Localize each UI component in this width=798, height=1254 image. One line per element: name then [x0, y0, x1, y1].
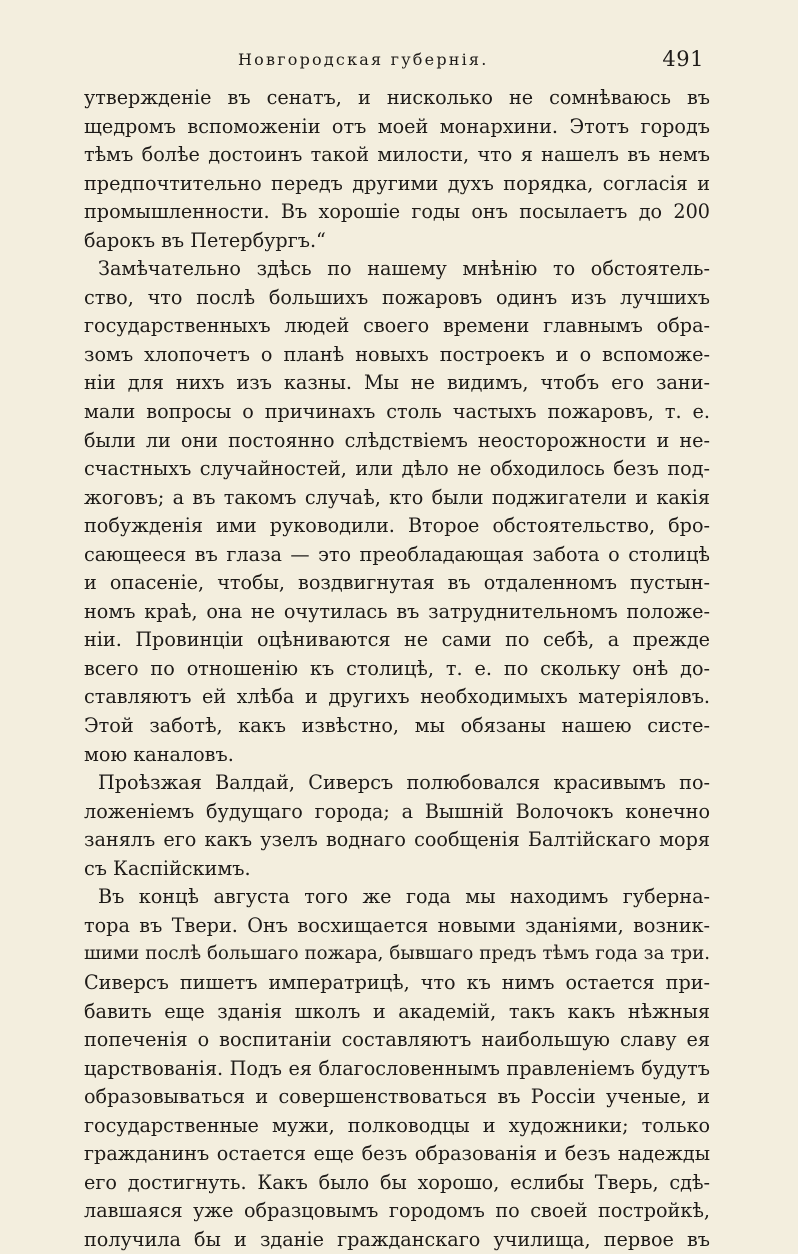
text-line: его достигнуть. Какъ было бы хорошо, еслибы Тверь, сдѣ- [84, 1170, 710, 1194]
text-line: царствованія. Подъ ея благословеннымъ правленіемъ будутъ [84, 1056, 710, 1080]
running-title: Новгородская губернія. [238, 50, 489, 69]
text-line: щедромъ вспоможеніи отъ моей монархини. Этотъ городъ [84, 114, 710, 138]
text-line: ство, что послѣ большихъ пожаровъ одинъ изъ лучшихъ [84, 285, 710, 309]
text-line: номъ краѣ, она не очутилась въ затруднительномъ положе- [84, 599, 710, 623]
text-line: Сиверсъ пишетъ императрицѣ, что къ нимъ остается при- [84, 970, 710, 994]
text-line: ложеніемъ будущаго города; а Вышній Волочокъ конечно [84, 799, 710, 823]
text-line: промышленности. Въ хорошіе годы онъ посылаетъ до 200 [84, 200, 710, 224]
text-line: утвержденіе въ сенатъ, и нисколько не сомнѣваюсь въ [84, 86, 710, 109]
text-line: Замѣчательно здѣсь по нашему мнѣнію то обстоятель- [98, 257, 710, 281]
text-line: жоговъ; а въ такомъ случаѣ, кто были поджигатели и какія [84, 485, 710, 509]
text-line: гражданинъ остается еще безъ образованія и безъ надежды [84, 1142, 710, 1166]
text-line: попеченія о воспитаніи составляютъ наибольшую славу ея [84, 1028, 710, 1052]
text-line: ставляютъ ей хлѣба и другихъ необходимыхъ матеріяловъ. [84, 685, 710, 709]
text-line: мали вопросы о причинахъ столь частыхъ пожаровъ, т. е. [84, 400, 710, 424]
text-line: всего по отношенію къ столицѣ, т. е. по скольку онѣ до- [84, 656, 710, 680]
body-text [84, 84, 710, 1254]
text-line: тора въ Твери. Онъ восхищается новыми зданіями, возник- [84, 913, 710, 937]
text-line: лавшаяся уже образцовымъ городомъ по своей постройкѣ, [84, 1199, 710, 1223]
text-line: получила бы и зданіе гражданскаго училища, первое въ [84, 1227, 710, 1251]
text-line: Проѣзжая Валдай, Сиверсъ полюбовался красивымъ по- [98, 771, 710, 795]
text-line: Въ концѣ августа того же года мы находимъ губерна- [98, 885, 710, 909]
text-line: государственные мужи, полководцы и художники; только [84, 1113, 710, 1137]
text-line: счастныхъ случайностей, или дѣло не обходилось безъ под- [84, 457, 710, 481]
text-line: были ли они постоянно слѣдствіемъ неосторожности и не- [84, 428, 710, 452]
page-number: 491 [662, 47, 704, 71]
text-line: сающееся въ глаза — это преобладающая забота о столицѣ [84, 542, 710, 566]
text-line: Этой заботѣ, какъ извѣстно, мы обязаны нашею систе- [84, 714, 710, 738]
text-line: шими послѣ большаго пожара, бывшаго предъ тѣмъ года за три. [84, 943, 710, 965]
text-line: мою каналовъ. [84, 742, 234, 766]
text-line: образовываться и совершенствоваться въ Россіи ученые, и [84, 1085, 710, 1109]
text-line: государственныхъ людей своего времени главнымъ обра- [84, 314, 710, 338]
text-line: побужденія ими руководили. Второе обстоятельство, бро- [84, 514, 710, 538]
text-line: ніи. Провинціи оцѣниваются не сами по себѣ, а прежде [84, 628, 710, 652]
text-line: бавить еще зданія школъ и академій, такъ какъ нѣжныя [84, 999, 710, 1023]
text-line: ніи для нихъ изъ казны. Мы не видимъ, чтобъ его зани- [84, 371, 710, 395]
page-header [88, 48, 704, 78]
text-line: тѣмъ болѣе достоинъ такой милости, что я нашелъ въ немъ [84, 143, 710, 167]
text-line: съ Каспійскимъ. [84, 856, 251, 880]
text-line: и опасеніе, чтобы, воздвигнутая въ отдаленномъ пустын- [84, 571, 710, 595]
text-line: занялъ его какъ узелъ воднаго сообщенія Балтійскаго моря [84, 828, 710, 852]
text-line: предпочтительно передъ другими духъ порядка, согласія и [84, 171, 710, 195]
text-line: зомъ хлопочетъ о планѣ новыхъ построекъ и о вспоможе- [84, 342, 710, 366]
text-line: барокъ въ Петербургъ.“ [84, 228, 326, 252]
